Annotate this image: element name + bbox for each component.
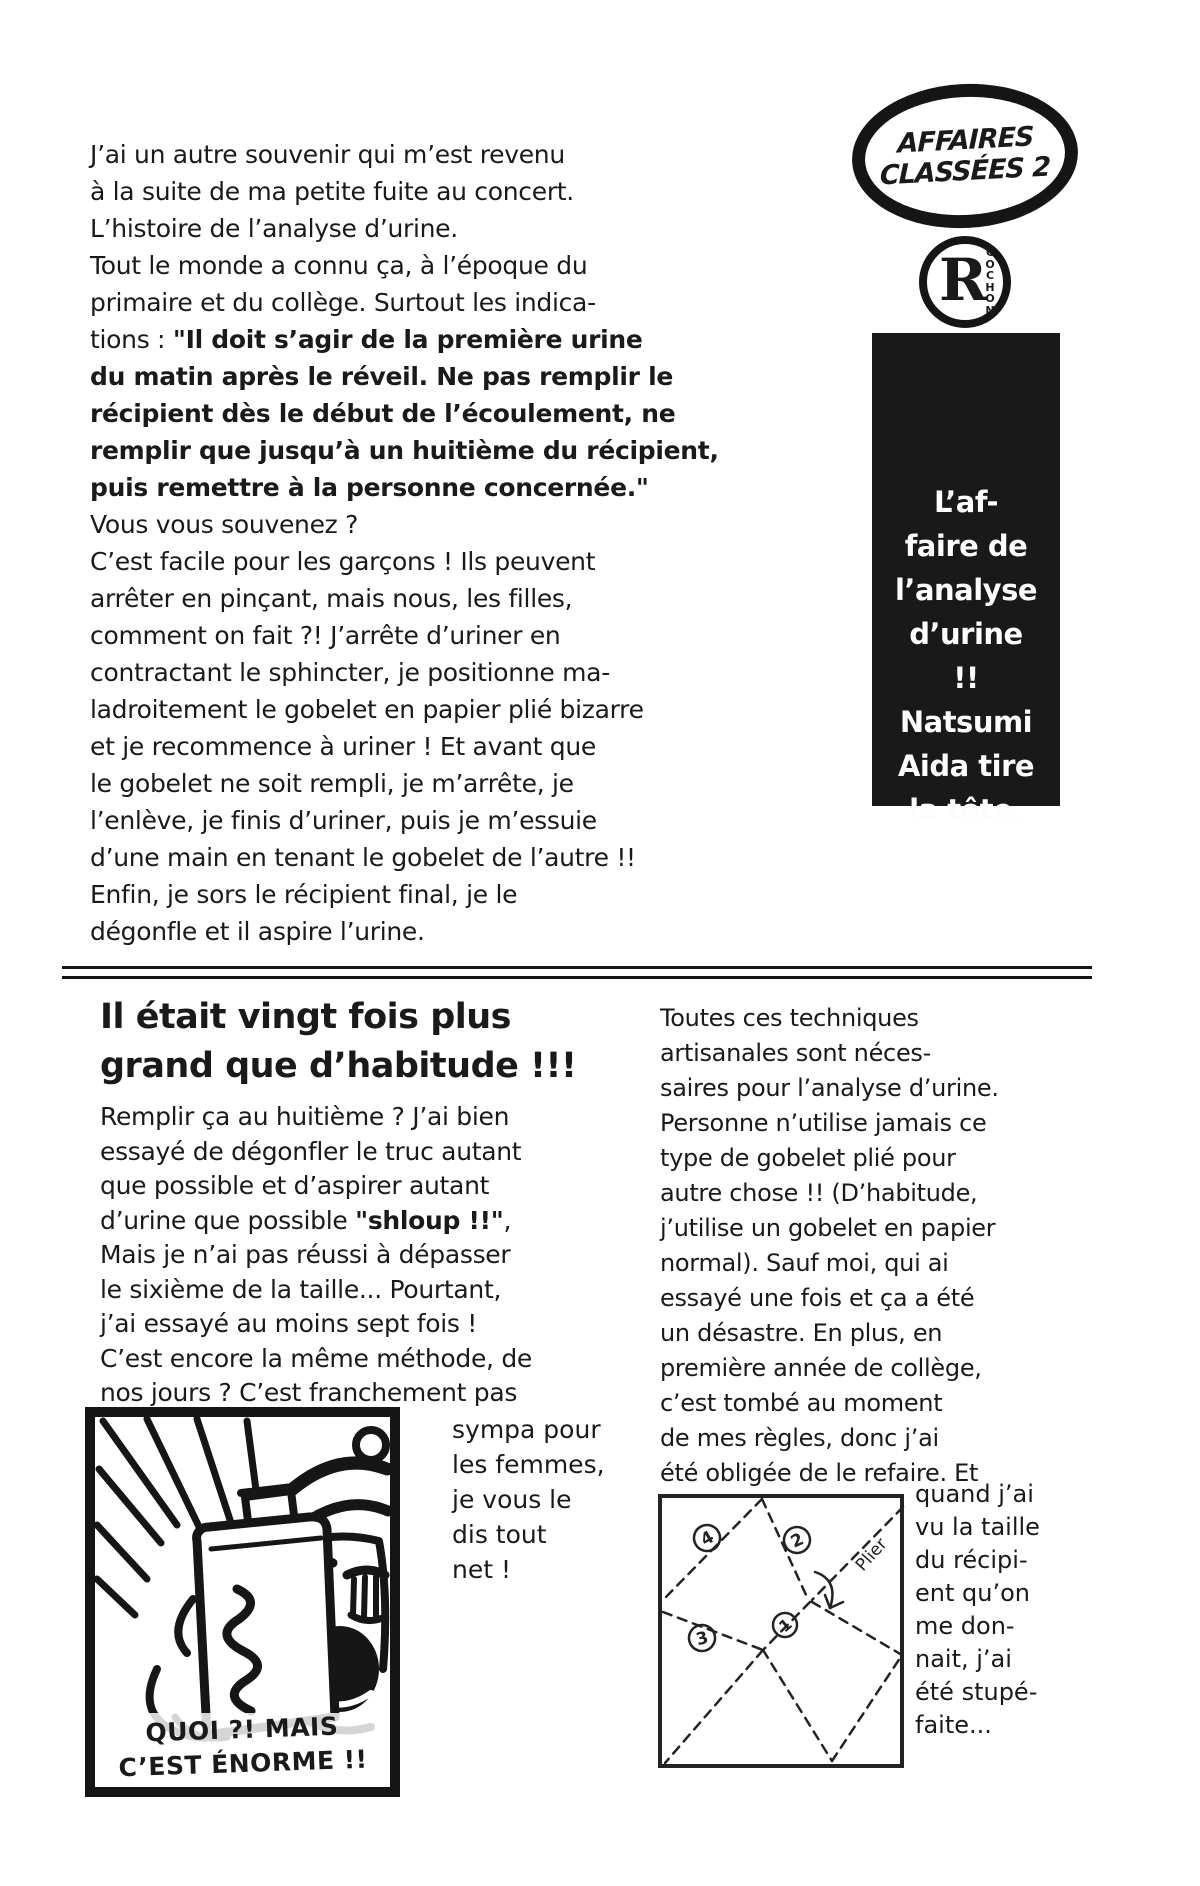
chapter-title-sidebar <box>872 333 1060 827</box>
text-line: le gobelet ne soit rempli, je m’arrête, je <box>90 769 574 798</box>
intro-paragraph <box>90 136 719 950</box>
text-line: du matin après le réveil. Ne pas remplir le <box>90 362 674 391</box>
logo-letter: R <box>939 246 988 314</box>
fold-step-numbers <box>686 1520 892 1654</box>
text-line: tions : "Il doit s’agir de la première urine <box>90 325 643 354</box>
text-line: la tête. <box>909 793 1023 827</box>
text-line: puis remettre à la personne concernée." <box>90 473 649 502</box>
text-line: net ! <box>452 1555 511 1584</box>
text-line: essayé une fois et ça a été <box>660 1284 975 1312</box>
section-heading <box>100 993 576 1091</box>
fold-arrow <box>815 1572 843 1608</box>
text-line: quand j’ai <box>915 1480 1034 1508</box>
step-4: 4 <box>697 1527 718 1551</box>
text-line: faire de <box>904 529 1028 563</box>
text-line: nait, j’ai <box>915 1645 1012 1673</box>
text-line: artisanales sont néces- <box>660 1039 931 1067</box>
text-line: remplir que jusqu’à un huitième du récipient, <box>90 436 719 465</box>
text-line: dégonfle et il aspire l’urine. <box>90 917 425 946</box>
text-line: que possible et d’aspirer autant <box>100 1171 490 1200</box>
text-line: Toutes ces techniques <box>660 1004 919 1032</box>
fold-label: Plier <box>851 1534 892 1576</box>
text-line: faite... <box>915 1711 992 1739</box>
text-line: Aida tire <box>897 749 1035 783</box>
text-line: j’ai essayé au moins sept fois ! <box>100 1309 477 1338</box>
text-line: à la suite de ma petite fuite au concert. <box>90 177 574 206</box>
text-line: c’est tombé au moment <box>660 1389 943 1417</box>
text-line: été stupé- <box>915 1678 1038 1706</box>
text-line: Personne n’utilise jamais ce <box>660 1109 987 1137</box>
text-line: primaire et du collège. Surtout les indica- <box>90 288 596 317</box>
text-line: C’est encore la même méthode, de <box>100 1343 532 1373</box>
text-line: je vous le <box>452 1485 572 1514</box>
text-line: et je recommence à uriner ! Et avant que <box>90 732 596 761</box>
text-line: C’EST ÉNORME !! <box>118 1744 369 1783</box>
text-line: d’urine que possible "shloup !!", <box>100 1205 512 1235</box>
text-line: QUOI ?! MAIS <box>144 1711 339 1748</box>
text-line: contractant le sphincter, je positionne ma- <box>90 658 610 687</box>
text-line: Natsumi <box>899 705 1033 739</box>
text-line: Remplir ça au huitième ? J’ai bien <box>100 1102 510 1131</box>
text-line: essayé de dégonfler le truc autant <box>100 1136 522 1166</box>
text-line: grand que d’habitude !!! <box>100 1046 577 1086</box>
text-line: L’histoire de l’analyse d’urine. <box>90 214 458 243</box>
text-line: L’af- <box>933 485 999 519</box>
text-line: les femmes, <box>452 1450 605 1479</box>
text-line: type de gobelet plié pour <box>660 1144 956 1172</box>
text-line: l’enlève, je finis d’uriner, puis je m’essuie <box>90 806 597 835</box>
panel-caption <box>94 1708 391 1786</box>
comic-panel <box>85 1407 400 1797</box>
text-line: le sixième de la taille... Pourtant, <box>100 1274 502 1304</box>
right-column-paragraph <box>660 1001 999 1491</box>
text-line: Vous vous souvenez ? <box>90 510 359 539</box>
text-line: récipient dès le début de l’écoulement, ne <box>90 399 676 428</box>
fold-diagram <box>655 1488 907 1780</box>
text-line: été obligée de le refaire. Et <box>660 1459 979 1487</box>
text-line: un désastre. En plus, en <box>660 1319 943 1347</box>
series-badge-text <box>879 120 1050 191</box>
badge-line-1: AFFAIRES <box>897 121 1034 160</box>
text-line: saires pour l’analyse d’urine. <box>660 1074 999 1102</box>
text-line: Enfin, je sors le récipient final, je le <box>90 880 518 909</box>
step-1: 1 <box>774 1614 796 1637</box>
text-line: d’urine <box>909 617 1023 651</box>
text-line: d’une main en tenant le gobelet de l’autre !! <box>90 843 636 872</box>
text-line: nos jours ? C’est franchement pas <box>100 1378 518 1407</box>
text-line: C’est facile pour les garçons ! Ils peuvent <box>90 547 596 576</box>
text-line: me don- <box>915 1612 1015 1640</box>
text-line: du récipi- <box>915 1546 1028 1574</box>
text-line: première année de collège, <box>660 1354 982 1382</box>
text-line: autre chose !! (D’habitude, <box>660 1179 978 1207</box>
text-line: Tout le monde a connu ça, à l’époque du <box>90 251 588 280</box>
text-line: l’analyse <box>894 573 1037 607</box>
step-3: 3 <box>693 1627 711 1651</box>
series-badge <box>848 78 1081 234</box>
text-line: ladroitement le gobelet en papier plié bizarre <box>90 695 644 724</box>
left-column-paragraph <box>100 1100 532 1411</box>
section-divider <box>62 966 1092 979</box>
text-line: sympa pour <box>452 1415 601 1444</box>
logo-vertical-text: COCHON <box>985 246 995 317</box>
badge-line-2: CLASSÉES 2 <box>879 151 1051 192</box>
text-line: arrêter en pinçant, mais nous, les filles, <box>90 584 573 613</box>
text-line: de mes règles, donc j’ai <box>660 1424 939 1452</box>
text-line: dis tout <box>452 1520 547 1549</box>
text-line: Il était vingt fois plus <box>100 997 511 1037</box>
text-line: !! <box>953 661 979 695</box>
right-column-wrap-text <box>915 1478 1040 1742</box>
text-line: J’ai un autre souvenir qui m’est revenu <box>90 140 565 169</box>
text-line: Mais je n’ai pas réussi à dépasser <box>100 1240 511 1269</box>
left-column-wrap-text <box>452 1412 605 1587</box>
text-line: j’utilise un gobelet en papier <box>660 1214 996 1242</box>
r-cochon-logo <box>919 236 1011 328</box>
text-line: comment on fait ?! J’arrête d’uriner en <box>90 621 561 650</box>
text-line: vu la taille <box>915 1513 1040 1541</box>
step-2: 2 <box>787 1529 808 1553</box>
text-line: normal). Sauf moi, qui ai <box>660 1249 949 1277</box>
text-line: ent qu’on <box>915 1579 1030 1607</box>
